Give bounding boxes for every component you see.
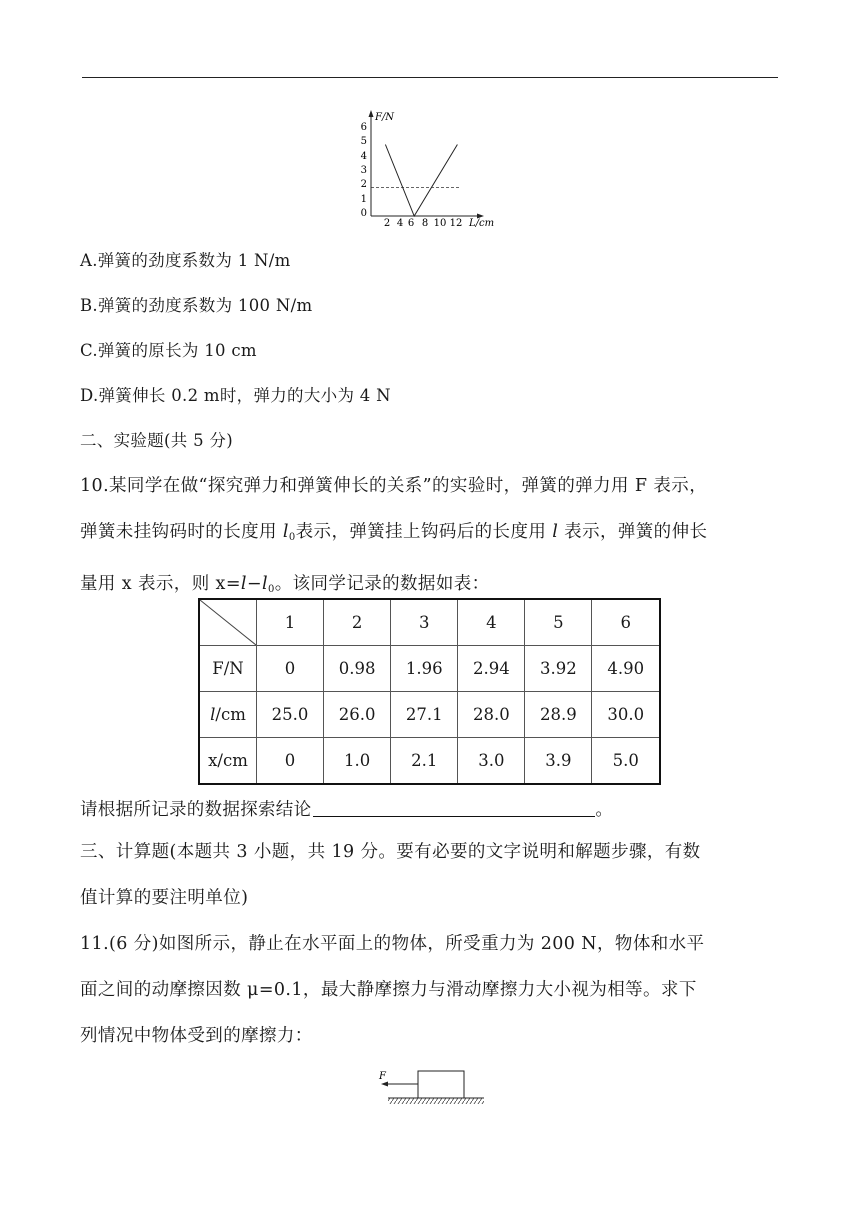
column-header: 3 bbox=[391, 599, 458, 646]
x-tick-label: 10 bbox=[433, 218, 447, 229]
option-d: D.弹簧伸长 0.2 m时，弹力的大小为 4 N bbox=[80, 386, 391, 405]
symbol-l: l bbox=[552, 522, 559, 542]
q11-line-2: 面之间的动摩擦因数 μ=0.1，最大静摩擦力与滑动摩擦力大小视为相等。求下 bbox=[80, 980, 697, 1000]
table-cell: 2.94 bbox=[458, 646, 525, 692]
q10-line-1: 10.某同学在做“探究弹力和弹簧伸长的关系”的实验时，弹簧的弹力用 F 表示， bbox=[80, 476, 708, 496]
question-10 bbox=[80, 463, 780, 613]
x-tick-label: 4 bbox=[396, 218, 404, 229]
table-row bbox=[199, 646, 660, 692]
symbol-l: l bbox=[240, 574, 247, 594]
table-cell: 30.0 bbox=[592, 692, 660, 738]
y-tick-label: 3 bbox=[360, 165, 367, 176]
y-tick-label: 4 bbox=[360, 151, 367, 162]
force-label: F bbox=[379, 1071, 386, 1082]
table-header-row bbox=[199, 599, 660, 646]
diagonal-corner-cell bbox=[199, 599, 257, 646]
table-cell: 28.0 bbox=[458, 692, 525, 738]
table-cell: 5.0 bbox=[592, 738, 660, 785]
table-cell: 28.9 bbox=[525, 692, 592, 738]
table-cell: 26.0 bbox=[324, 692, 391, 738]
table-cell: 3.0 bbox=[458, 738, 525, 785]
table-cell: 0.98 bbox=[324, 646, 391, 692]
ground-hatch bbox=[388, 1098, 484, 1104]
row-label: x/cm bbox=[199, 738, 257, 785]
table-cell: 0 bbox=[257, 738, 324, 785]
column-header: 1 bbox=[257, 599, 324, 646]
x-tick-label: 12 bbox=[449, 218, 463, 229]
header-rule bbox=[82, 77, 778, 78]
column-header: 6 bbox=[592, 599, 660, 646]
force-length-graph bbox=[355, 108, 510, 230]
table-row bbox=[199, 738, 660, 785]
symbol-l: l bbox=[261, 574, 268, 594]
minus-sign: − bbox=[246, 574, 262, 594]
y-tick-label: 1 bbox=[360, 194, 367, 205]
table-cell: 25.0 bbox=[257, 692, 324, 738]
diagonal-line bbox=[200, 600, 256, 645]
option-a: A.弹簧的劲度系数为 1 N/m bbox=[80, 251, 291, 270]
x-tick-labels bbox=[384, 218, 463, 229]
column-header: 4 bbox=[458, 599, 525, 646]
table-cell: 3.92 bbox=[525, 646, 592, 692]
column-header: 2 bbox=[324, 599, 391, 646]
x-tick-label: 8 bbox=[421, 218, 429, 229]
data-table bbox=[198, 598, 661, 785]
subscript-0: 0 bbox=[288, 532, 296, 543]
row-label: F/N bbox=[199, 646, 257, 692]
table-cell: 1.0 bbox=[324, 738, 391, 785]
table-cell: 27.1 bbox=[391, 692, 458, 738]
q10-text: 弹簧未挂钩码时的长度用 bbox=[80, 522, 283, 542]
y-axis-arrow bbox=[369, 110, 374, 117]
option-b: B.弹簧的劲度系数为 100 N/m bbox=[80, 296, 313, 315]
section-2-title: 二、实验题(共 5 分) bbox=[80, 431, 233, 450]
option-c: C.弹簧的原长为 10 cm bbox=[80, 341, 257, 360]
block-on-surface-diagram bbox=[376, 1065, 488, 1113]
x-axis-label: L/cm bbox=[469, 218, 495, 229]
table-cell: 4.90 bbox=[592, 646, 660, 692]
table-cell: 3.9 bbox=[525, 738, 592, 785]
q11-line-1: 11.(6 分)如图所示，静止在水平面上的物体，所受重力为 200 N，物体和水平 bbox=[80, 934, 705, 954]
y-tick-label: 2 bbox=[360, 179, 367, 190]
table-cell: 1.96 bbox=[391, 646, 458, 692]
table-cell: 2.1 bbox=[391, 738, 458, 785]
symbol-l: l bbox=[282, 522, 289, 542]
table-cell: 0 bbox=[257, 646, 324, 692]
table-row bbox=[199, 692, 660, 738]
row-label-unit: /cm bbox=[215, 705, 246, 724]
conclusion-prompt: 请根据所记录的数据探索结论 bbox=[80, 800, 312, 820]
y-tick-labels bbox=[361, 122, 367, 219]
q11-line-3: 列情况中物体受到的摩擦力： bbox=[80, 1026, 313, 1046]
x-tick-label: 2 bbox=[383, 218, 391, 229]
q10-text: 。该同学记录的数据如表： bbox=[274, 574, 490, 594]
section-3-line-1: 三、计算题(本题共 3 小题，共 19 分。要有必要的文字说明和解题步骤，有数 bbox=[80, 842, 701, 862]
force-arrow-head bbox=[381, 1082, 388, 1087]
subscript-0: 0 bbox=[267, 584, 275, 595]
y-tick-label: 5 bbox=[360, 136, 367, 147]
question-11 bbox=[80, 921, 780, 1059]
answer-blank[interactable] bbox=[313, 796, 595, 817]
q10-text: 量用 x 表示，则 x= bbox=[80, 574, 241, 594]
block bbox=[418, 1071, 464, 1098]
row-label bbox=[199, 692, 257, 738]
column-header: 5 bbox=[525, 599, 592, 646]
x-tick-label: 6 bbox=[407, 218, 415, 229]
conclusion-line bbox=[80, 796, 613, 822]
y-tick-label: 6 bbox=[360, 122, 367, 133]
symbol-l: l bbox=[210, 705, 216, 724]
period: 。 bbox=[595, 800, 614, 820]
section-3-title bbox=[80, 829, 780, 921]
q10-text: 表示，弹簧挂上钩码后的长度用 bbox=[295, 522, 553, 542]
y-tick-label: 0 bbox=[360, 208, 367, 219]
q10-text: 表示，弹簧的伸长 bbox=[564, 522, 708, 542]
q10-line-2 bbox=[80, 509, 780, 561]
section-3-line-2: 值计算的要注明单位) bbox=[80, 888, 249, 908]
force-curve bbox=[385, 145, 457, 217]
y-axis-label: F/N bbox=[375, 112, 395, 123]
